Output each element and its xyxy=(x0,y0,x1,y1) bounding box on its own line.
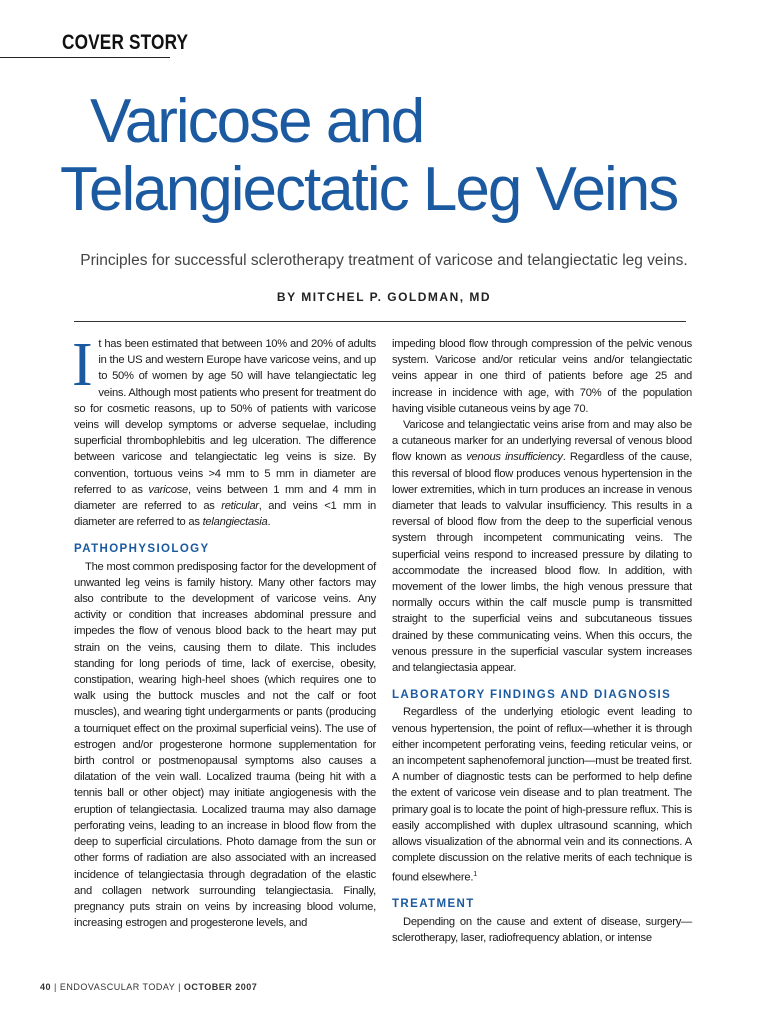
section-label: COVER STORY xyxy=(62,31,189,54)
right-column xyxy=(392,336,692,946)
vi-text-2: . Regardless of the cause, this reversal of blood flow produces venous hypertension in the lower extremities, which in turn produces an increase in venous diameter that leads to valvular insufficiency. This results in a reversal of blood flow from the deep to the superficial venous system through incompetent communicating veins. The superficial veins respond to increased pressure by dilating to accommodate the increased blood flow. In addition, with movement of the lower limbs, the high venous pressure that normally occurs within the calf muscle pump is transmitted straight to the superficial veins and subcutaneous tissues drained by these communicating veins. When this occurs, the venous pressure in the superficial vascular system increases and telangiectasia appear. xyxy=(392,451,692,675)
intro-paragraph xyxy=(72,331,376,530)
drop-cap: I xyxy=(72,331,93,399)
term-reticular: reticular xyxy=(221,500,259,513)
term-varicose: varicose xyxy=(148,483,189,496)
intro-text-1: t has been estimated that between 10% and 20% of adults in the US and western Europe have varicose veins, and up to 50% of women by age 50 will have telangiectatic leg veins. Although most patients who present for treatment do so for cosmetic reasons, up to 50% of patients with varicose veins will develop symptoms or adverse sequelae, including superficial thrombophlebitis and leg ulceration. The difference between varicose and telangiectatic leg veins is size. By convention, tortuous veins >4 mm to 5 mm in diameter are referred to as xyxy=(74,338,376,496)
venous-insufficiency-paragraph xyxy=(392,417,692,676)
footer-separator: | xyxy=(175,982,184,992)
diagnosis-text: Regardless of the underlying etiologic event leading to venous hypertension, the point of reflux—whether it is through either incompetent perforating veins, feeding reticular veins, or an incompetent saphenofemoral junction—must be treated first. A number of diagnostic tests can be performed to help define the extent of varicose vein disease and to plan treatment. The primary goal is to locate the point of high-pressure reflux. This is easily accomplished with duplex ultrasound scanning, which allows visualization of the abnormal vein and its connections. A complete discussion on the relative merits of each technique is found elsewhere. xyxy=(392,706,692,884)
header-rule xyxy=(0,57,170,58)
article-title xyxy=(60,88,740,224)
article-deck: Principles for successful sclerotherapy treatment of varicose and telangiectatic leg veins. xyxy=(80,252,688,269)
heading-laboratory-findings: LABORATORY FINDINGS AND DIAGNOSIS xyxy=(392,689,672,702)
byline-rule xyxy=(74,321,686,322)
intro-text-4: . xyxy=(267,516,271,529)
treatment-paragraph: Depending on the cause and extent of disease, surgery—sclerotherapy, laser, radiofrequency ablation, or intense xyxy=(392,915,692,944)
intro-text-3: , and veins <1 mm in diameter are referred to as xyxy=(74,500,376,529)
footnote-ref: 1 xyxy=(473,870,477,878)
issue-date: OCTOBER 2007 xyxy=(183,982,258,992)
diagnosis-paragraph xyxy=(392,704,692,885)
footer-separator: | xyxy=(51,982,60,992)
intro-text-2: , veins between 1 mm and 4 mm in diameter are referred to as xyxy=(74,483,376,513)
vi-text-1: Varicose and telangiectatic veins arise from and may also be a cutaneous marker for an underlying reversal of venous blood flow known as xyxy=(392,419,692,464)
continued-paragraph: impeding blood flow through compression of the pelvic venous system. Varicose and/or reticular veins and/or telangiectatic veins appear in one third of patients before age 25 and increase in incidence with age, with 70% of the population having visible cutaneous veins by age 70. xyxy=(392,338,692,415)
title-line-2: Telangiectatic Leg Veins xyxy=(60,155,678,224)
title-line-1: Varicose and xyxy=(90,87,424,156)
page-footer xyxy=(40,982,257,992)
page-number: 40 xyxy=(40,982,52,992)
pathophysiology-paragraph: The most common predisposing factor for the development of unwanted leg veins is family history. Many other factors may also contribute to the development of varicose veins. Any activity or condition that increases abdominal pressure and impedes the flow of venous blood back to the heart may put strain on the veins, causing them to dilate. This includes standing for long periods of time, lack of exercise, obesity, constipation, wearing high-heel shoes (which requires one to walk using the buttock muscles and not the calf or foot muscles), and wearing tight undergarments or pants (producing a tourniquet effect on the proximal superficial veins). The use of estrogen and/or progesterone hormone supplementation for birth control or postmenopausal symptoms also causes a dilatation of the vein wall. Localized trauma (being hit with a tennis ball or other object) may initiate angiogenesis with the eruption of telangiectasia. Localized trauma may also damage perforating veins, leading to an increase in blood flow from the deep to superficial circulations. Photo damage from the sun or other forms of radiation are also associated with an increased incidence of telangiectasia through degradation of the elastic and collagen network surrounding telangiectasia. Finally, pregnancy puts strain on veins by increasing blood volume, increasing estrogen and progesterone levels, and xyxy=(74,560,376,930)
term-venous-insufficiency: venous insufficiency xyxy=(466,451,563,464)
byline: BY MITCHEL P. GOLDMAN, MD xyxy=(276,290,492,304)
publication-name: ENDOVASCULAR TODAY xyxy=(59,982,176,992)
term-telangiectasia: telangiectasia xyxy=(202,516,268,529)
left-column xyxy=(72,331,376,931)
heading-pathophysiology: PATHOPHYSIOLOGY xyxy=(74,543,210,556)
heading-treatment: TREATMENT xyxy=(392,898,475,911)
